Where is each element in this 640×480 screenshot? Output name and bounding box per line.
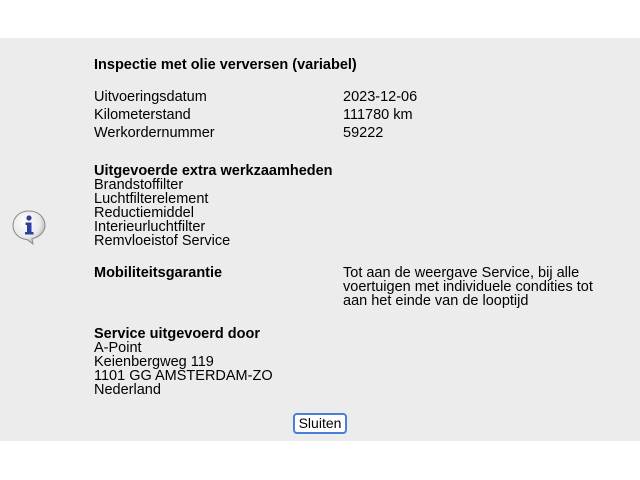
detail-label: Werkordernummer	[94, 125, 215, 141]
address-line: A-Point	[94, 340, 142, 356]
dialog-title: Inspectie met olie verversen (variabel)	[94, 57, 357, 73]
detail-row-work-order	[94, 126, 624, 144]
list-item: Interieurluchtfilter	[94, 219, 206, 235]
detail-value: 2023-12-06	[343, 89, 418, 105]
extra-work-heading: Uitgevoerde extra werkzaamheden	[94, 163, 333, 179]
close-button[interactable]: Sluiten	[293, 413, 347, 434]
service-detail-dialog	[0, 38, 640, 441]
list-item: Reductiemiddel	[94, 205, 194, 221]
detail-row-execution-date	[94, 90, 624, 108]
list-item: Luchtfilterelement	[94, 191, 209, 207]
address-line: 1101 GG AMSTERDAM-ZO	[94, 368, 273, 384]
mobility-guarantee-value: Tot aan de weergave Service, bij alle voertuigen met individuele condities tot aan het einde van de looptijd	[343, 265, 593, 309]
detail-value: 111780 km	[343, 107, 413, 123]
detail-row-mileage	[94, 108, 624, 126]
info-icon	[11, 209, 47, 245]
detail-value: 59222	[343, 125, 384, 141]
list-item: Brandstoffilter	[94, 177, 184, 193]
service-by-address	[94, 341, 273, 397]
service-by-heading: Service uitgevoerd door	[94, 326, 260, 342]
detail-label: Uitvoeringsdatum	[94, 89, 207, 105]
extra-work-list	[94, 178, 230, 248]
mobility-guarantee-label: Mobiliteitsgarantie	[94, 265, 223, 281]
address-line: Keienbergweg 119	[94, 354, 214, 370]
address-line: Nederland	[94, 382, 161, 398]
detail-label: Kilometerstand	[94, 107, 191, 123]
list-item: Remvloeistof Service	[94, 233, 231, 249]
